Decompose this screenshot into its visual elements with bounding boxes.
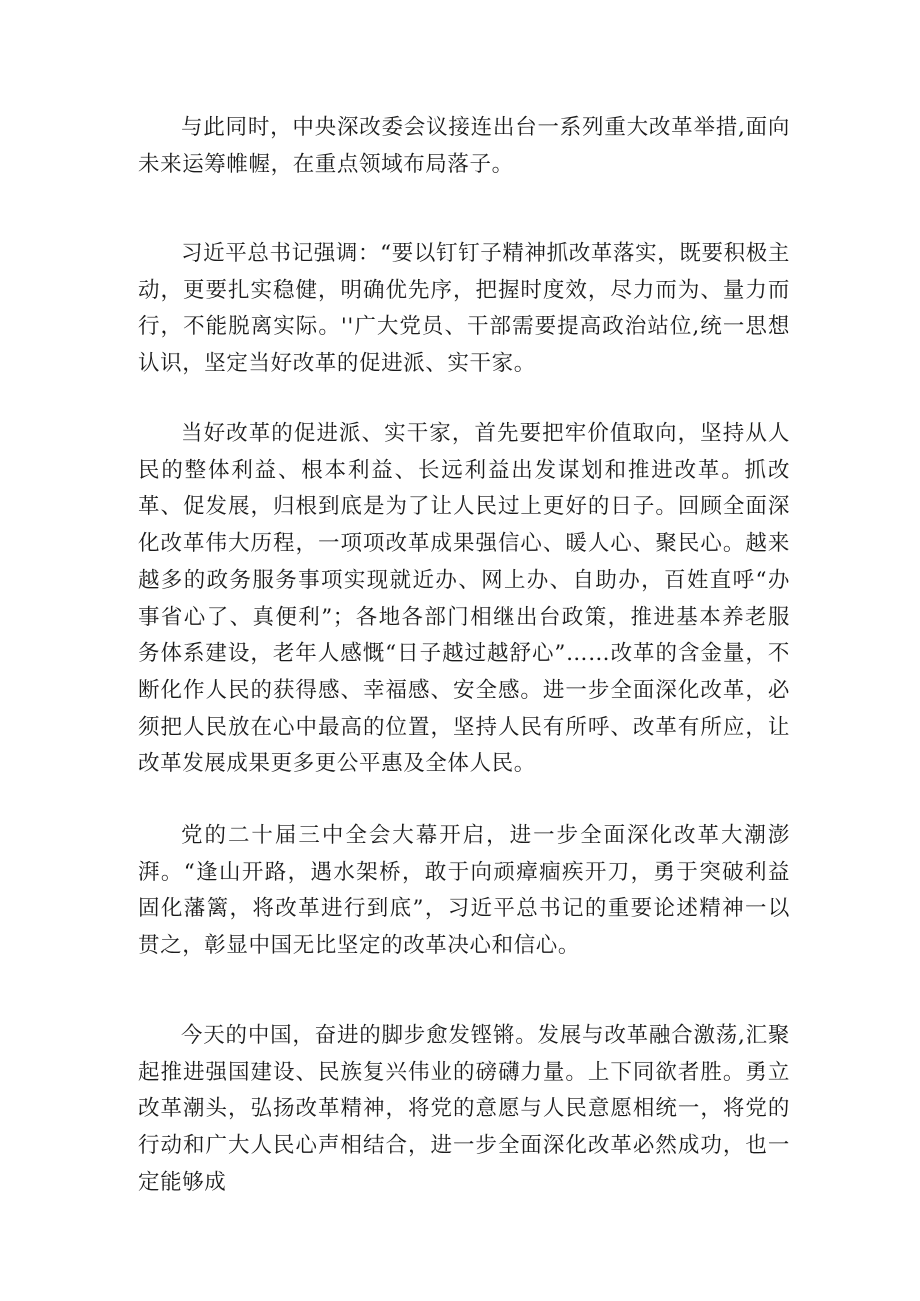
paragraph-4: 党的二十届三中全会大幕开启，进一步全面深化改革大潮澎湃。“逢山开路，遇水架桥，敢于向顽瘴痼疾开刀，勇于突破利益固化藩篱，将改革进行到底”，习近平总书记的重要论述精神一以贯之，彰显中国无比坚定的改革决心和信心。 [138,823,790,959]
paragraph-3: 当好改革的促进派、实干家，首先要把牢价值取向，坚持从人民的整体利益、根本利益、长远利益出发谋划和推进改革。抓改革、促发展，归根到底是为了让人民过上更好的日子。回顾全面深化改革伟大历程，一项项改革成果强信心、暖人心、聚民心。越来越多的政务服务事项实现就近办、网上办、自助办，百姓直呼“办事省心了、真便利”；各地各部门相继出台政策，推进基本养老服务体系建设，老年人感慨“日子越过越舒心”……改革的含金量，不断化作人民的获得感、幸福感、安全感。进一步全面深化改革，必须把人民放在心中最高的位置，坚持人民有所呼、改革有所应，让改革发展成果更多更公平惠及全体人民。 [138,421,790,777]
paragraph-2: 习近平总书记强调：“要以钉钉子精神抓改革落实，既要积极主动，更要扎实稳健，明确优先序，把握时度效，尽力而为、量力而行，不能脱离实际。''广大党员、干部需要提高政治站位,统一思想认识，坚定当好改革的促进派、实干家。 [138,241,790,377]
paragraph-1: 与此同时，中央深改委会议接连出台一系列重大改革举措,面向未来运筹帷幄，在重点领域布局落子。 [138,115,790,177]
paragraph-5: 今天的中国，奋进的脚步愈发铿锵。发展与改革融合激荡,汇聚起推进强国建设、民族复兴伟业的磅礴力量。上下同欲者胜。勇立改革潮头，弘扬改革精神，将党的意愿与人民意愿相统一，将党的行动和广大人民心声相结合，进一步全面深化改革必然成功，也一定能够成 [138,1023,790,1195]
